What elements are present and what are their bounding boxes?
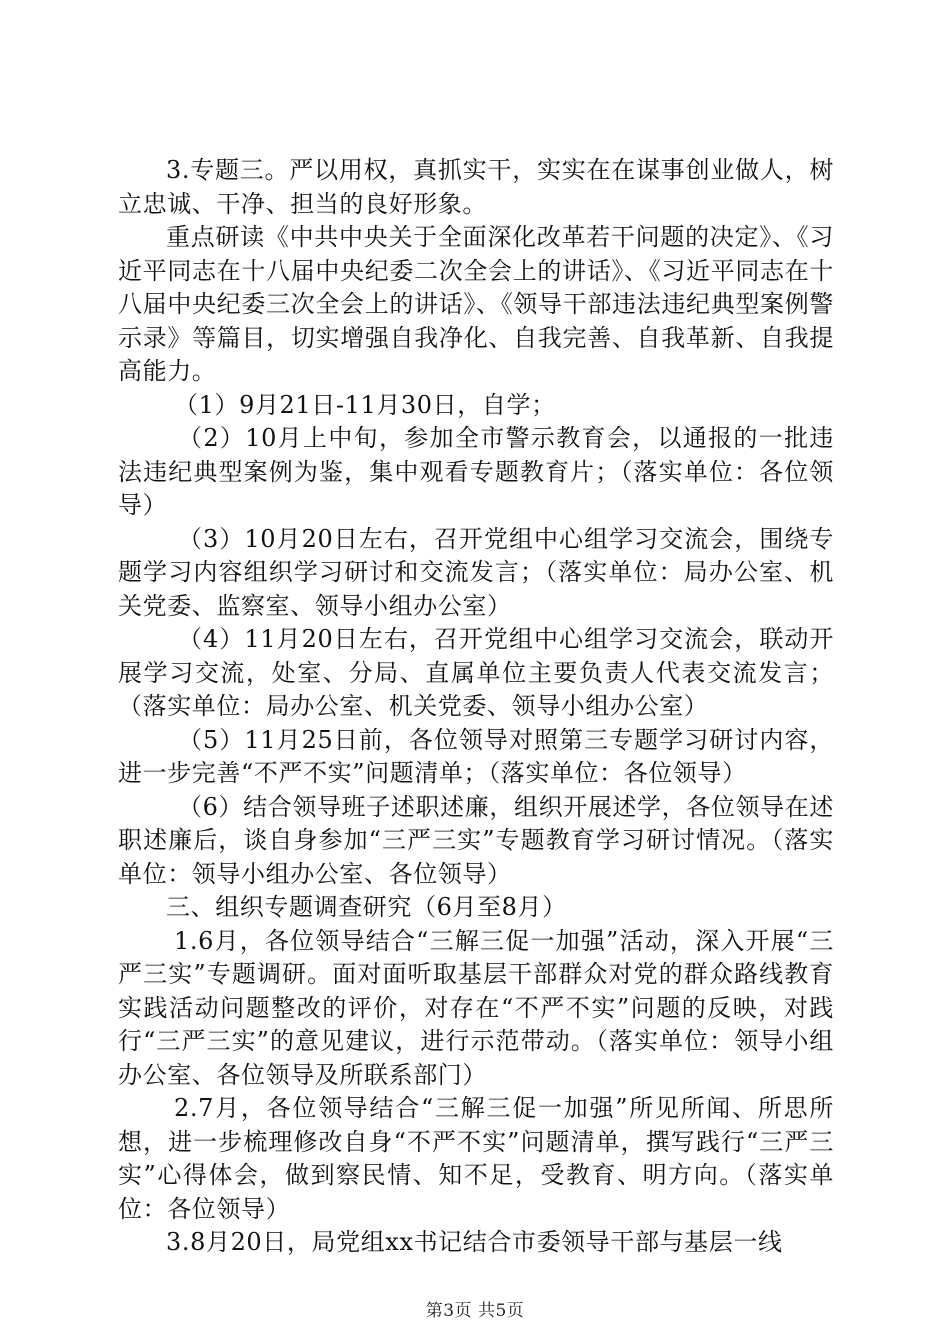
paragraph-topic-three: 3.专题三。严以用权，真抓实干，实实在在谋事创业做人，树立忠诚、干净、担当的良好形象。: [118, 156, 834, 218]
paragraph-item-1: （1）9月21日-11月30日，自学；: [174, 390, 556, 419]
page-number-footer: 第3页 共5页: [425, 1301, 525, 1321]
paragraph-research-2: 2.7月，各位领导结合“三解三促一加强”所见所闻、所思所想，进一步梳理修改自身“不严不实”问题清单，撰写践行“三严三实”心得体会，做到察民情、知不足，受教育、明方向。（落实单位：各位领导）: [118, 1094, 834, 1223]
paragraph-research-3: 3.8月20日，局党组xx书记结合市委领导干部与基层一线: [166, 1228, 783, 1256]
section-heading-research: 三、组织专题调查研究（6月至8月）: [166, 893, 567, 921]
document-body: [118, 154, 834, 1260]
paragraph-item-3: （3）10月20日左右，召开党组中心组学习交流会，围绕专题学习内容组织学习研讨和交流发言；（落实单位：局办公室、机关党委、监察室、领导小组办公室）: [118, 524, 834, 620]
paragraph-research-1: 1.6月，各位领导结合“三解三促一加强”活动，深入开展“三严三实”专题调研。面对面听取基层干部群众对党的群众路线教育实践活动问题整改的评价，对存在“不严不实”问题的反映，对践行“三严三实”的意见建议，进行示范带动。（落实单位：领导小组办公室、各位领导及所联系部门）: [118, 926, 834, 1089]
paragraph-item-2: （2）10月上中旬，参加全市警示教育会，以通报的一批违法违纪典型案例为鉴，集中观看专题教育片；（落实单位：各位领导）: [118, 424, 834, 519]
paragraph-key-readings: 重点研读《中共中央关于全面深化改革若干问题的决定》、《习近平同志在十八届中央纪委二次全会上的讲话》、《习近平同志在十八届中央纪委三次全会上的讲话》、《领导干部违法违纪典型案例警示录》等篇目，切实增强自我净化、自我完善、自我革新、自我提高能力。: [118, 223, 834, 385]
paragraph-item-5: （5）11月25日前，各位领导对照第三专题学习研讨内容，进一步完善“不严不实”问题清单；（落实单位：各位领导）: [118, 725, 834, 787]
paragraph-item-6: （6）结合领导班子述职述廉，组织开展述学，各位领导在述职述廉后，谈自身参加“三严三实”专题教育学习研讨情况。（落实单位：领导小组办公室、各位领导）: [118, 792, 834, 888]
paragraph-item-4: （4）11月20日左右，召开党组中心组学习交流会，联动开展学习交流，处室、分局、直属单位主要负责人代表交流发言；（落实单位：局办公室、机关党委、领导小组办公室）: [118, 625, 834, 720]
